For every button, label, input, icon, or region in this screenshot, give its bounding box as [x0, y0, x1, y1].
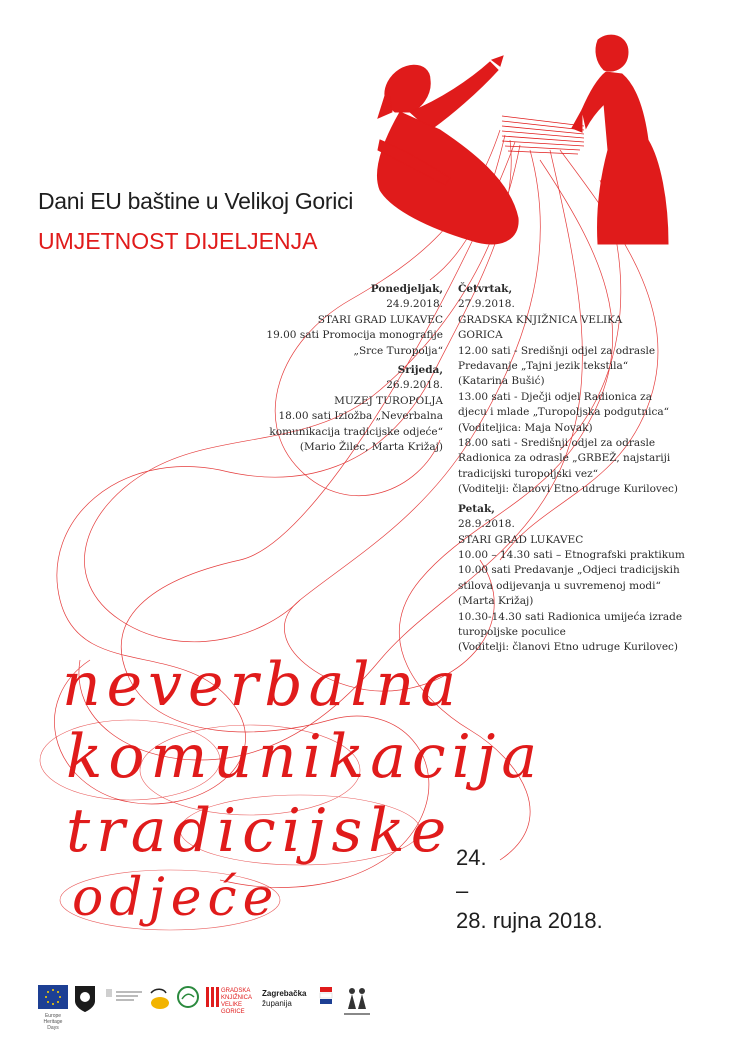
program-line: STARI GRAD LUKAVEC [317, 313, 443, 326]
program-line: (Voditeljica: Maja Novak) [458, 421, 593, 434]
program-line: 19.00 sati Promocija monografije [266, 329, 443, 342]
day-label: Petak, [458, 502, 495, 515]
program-day-monday [200, 282, 443, 359]
ministry-logo [104, 985, 144, 1023]
eu-heritage-days-logo [38, 985, 68, 1031]
sponsor-logos [38, 985, 398, 1035]
figure-right [572, 35, 668, 244]
program-line: stilova odijevanja u suvremenoj modi“ [458, 579, 661, 592]
program-line: Radionica za odrasle „GRBEŽ, najstariji [458, 452, 671, 465]
program-line: 13.00 sati - Dječji odjel Radionica za [458, 390, 652, 403]
program-line: 10.30-14.30 sati Radionica umijeća izrade [458, 610, 683, 623]
county-logo [262, 985, 314, 1023]
program-line: tradicijski turopoljski vez“ [458, 467, 598, 480]
library-line1: GRADSKA [221, 988, 251, 994]
date-dash: – [456, 878, 469, 903]
program-day-friday [458, 502, 726, 656]
program-line: 10.00 – 14.30 sati – Etnografski praktikum [458, 548, 685, 561]
program-line: (Katarina Bušić) [458, 375, 545, 388]
figure-left [377, 56, 518, 244]
program-day-thursday [458, 282, 726, 498]
green-circle-logo [176, 985, 200, 1023]
program-line: (Voditelji: članovi Etno udruge Kurilovec) [458, 641, 679, 654]
program-day-wednesday [200, 363, 443, 455]
crest-logo [74, 985, 96, 1023]
yellow-leaf-logo [148, 985, 172, 1023]
program-line: (Mario Žilec, Marta Križaj) [299, 441, 443, 454]
event-subtitle: UMJETNOST DIJELJENJA [38, 228, 318, 254]
program-line: 18.00 sati - Središnji odjel za odrasle [458, 437, 656, 450]
program-column-right [458, 282, 726, 656]
eu-caption: Europe Heritage Days [43, 1013, 63, 1031]
program-line: 10.00 sati Predavanje „Odjeci tradicijskih [458, 564, 680, 577]
program-line: turopoljske poculice [458, 625, 566, 638]
script-line-komunikacija: komunikacija [66, 722, 544, 792]
program-line: 18.00 sati Izložba „Neverbalna [278, 410, 443, 423]
day-label: Četvrtak, [458, 283, 513, 295]
library-logo [206, 985, 254, 1023]
program-line: (Marta Križaj) [458, 595, 534, 608]
county-line1: Zagrebačka [262, 989, 307, 998]
date-start: 24. [456, 845, 487, 870]
script-line-odjece: odjeće [72, 868, 280, 928]
script-line-neverbalna: neverbalna [62, 650, 463, 720]
program-column-left [200, 282, 443, 455]
program-line: 26.9.2018. [386, 379, 443, 392]
program-line: 28.9.2018. [458, 518, 515, 531]
program-line: „Srce Turopolja“ [353, 344, 443, 357]
program-line: 12.00 sati - Središnji odjel za odrasle [458, 344, 656, 357]
day-label: Ponedjeljak, [370, 283, 443, 295]
event-title: Dani EU baštine u Velikoj Gorici [38, 188, 354, 214]
program-line: Predavanje „Tajni jezik tekstila“ [458, 360, 629, 373]
program-line: MUZEJ TUROPOLJA [334, 394, 443, 407]
county-line2: županija [262, 999, 292, 1008]
program-line: (Voditelji: članovi Etno udruge Kurilovec) [458, 483, 679, 496]
library-line2: KNJIŽNICA [221, 995, 253, 1001]
program-line: komunikacija tradicijske odjeće“ [269, 425, 443, 438]
date-end: 28. rujna 2018. [456, 908, 603, 933]
program-line: 27.9.2018. [458, 298, 515, 311]
program-line: GRADSKA KNJIŽNICA VELIKA [458, 313, 623, 326]
program-line: GORICA [458, 329, 503, 342]
program-line: STARI GRAD LUKAVEC [458, 533, 584, 546]
dancers-logo [340, 985, 374, 1023]
library-line3: VELIKE GORICE [221, 1002, 245, 1015]
program-line: djecu i mlade „Turopoljska podgutnica“ [458, 406, 669, 419]
script-line-tradicijske: tradicijske [66, 796, 453, 866]
program-line: 24.9.2018. [386, 298, 443, 311]
day-label: Srijeda, [397, 364, 443, 377]
flag-logo [318, 985, 336, 1023]
